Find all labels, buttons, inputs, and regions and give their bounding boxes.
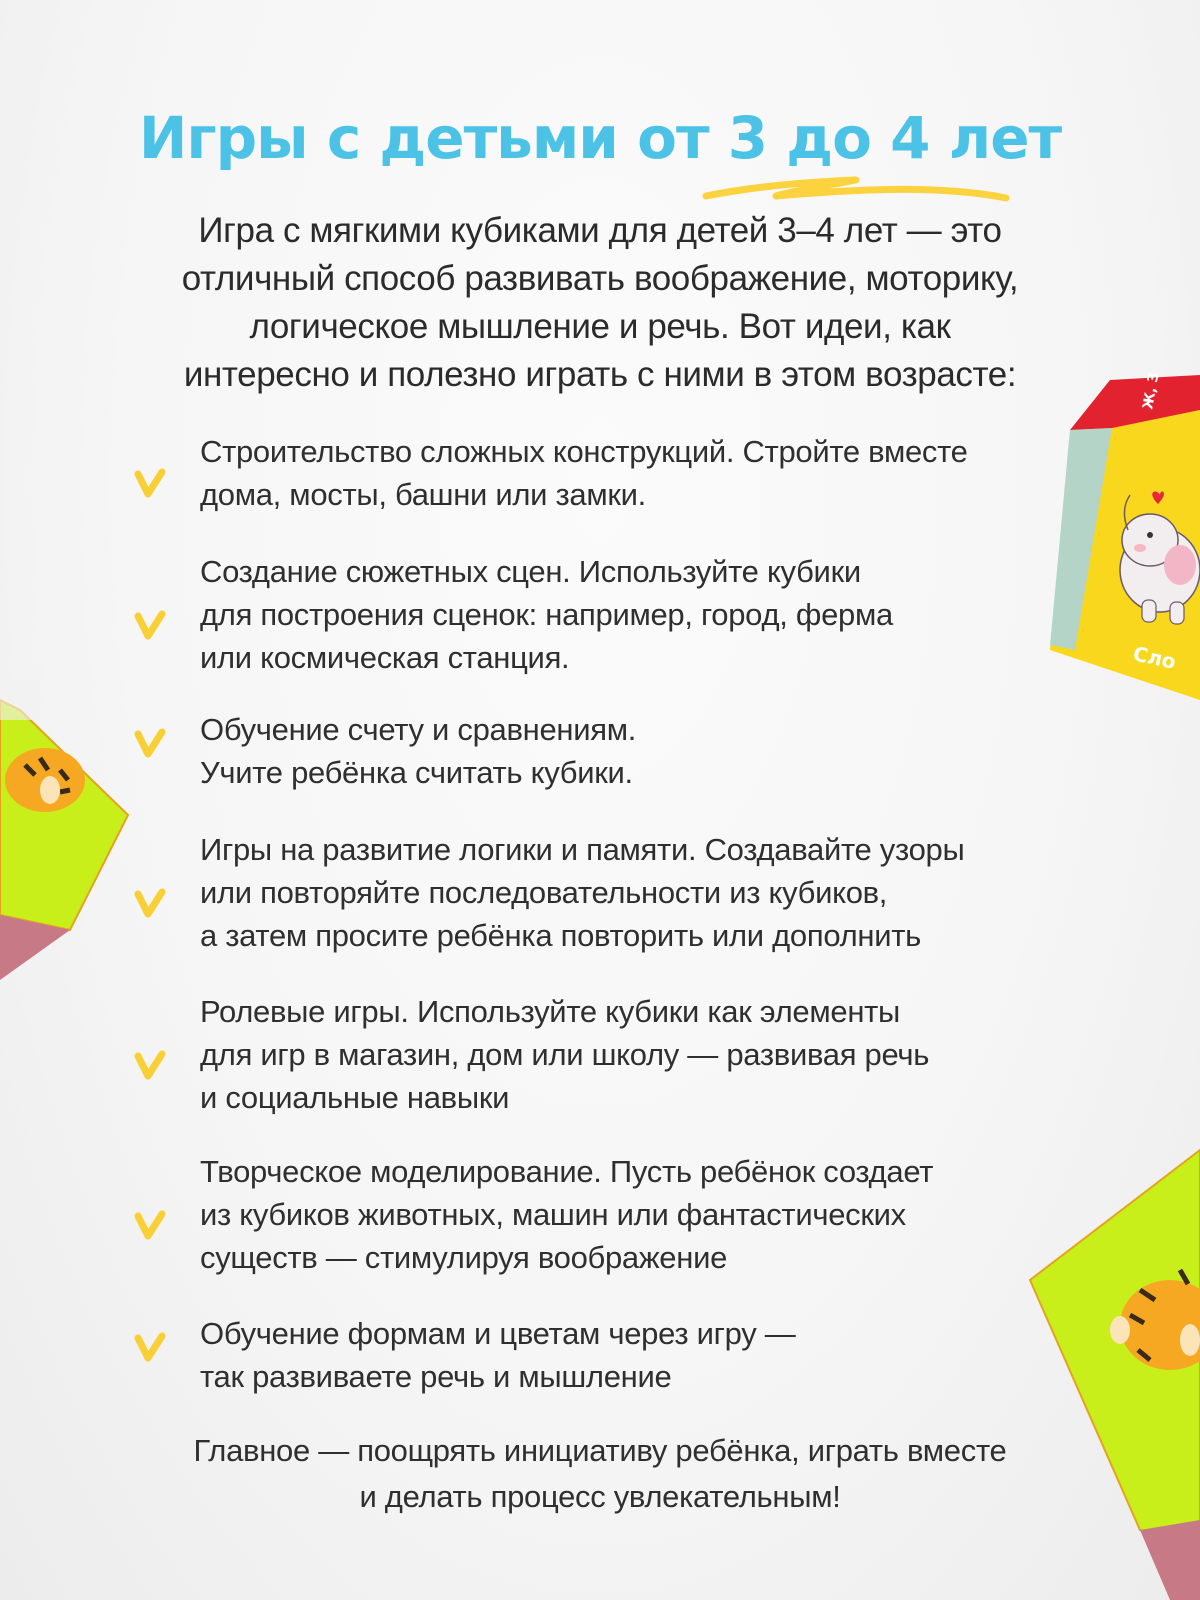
check-icon	[132, 1204, 168, 1244]
list-item-line: так развиваете речь и мышление	[200, 1359, 672, 1394]
list-item-line: или повторяйте последовательности из кубиков,	[200, 875, 888, 910]
list-item-line: Учите ребёнка считать кубики.	[200, 755, 633, 790]
title-underline-swoosh	[696, 172, 1012, 202]
list-item-line: и социальные навыки	[200, 1080, 510, 1115]
svg-text:Сло: Сло	[1130, 641, 1179, 674]
list-item-line: а затем просите ребёнка повторить или дополнить	[200, 918, 921, 953]
list-item-line: из кубиков животных, машин или фантастических	[200, 1197, 906, 1232]
list-item-line: существ — стимулируя воображение	[200, 1240, 728, 1275]
check-icon	[132, 882, 168, 922]
list-item-line: или космическая станция.	[200, 640, 570, 675]
list-item-line: Игры на развитие логики и памяти. Создавайте узоры	[200, 832, 965, 867]
outro-line: и делать процесс увлекательным!	[359, 1479, 841, 1514]
list-item-line: Строительство сложных конструкций. Стройте вместе	[200, 434, 968, 469]
intro-line: интересно и полезно играть с ними в этом возрасте:	[183, 355, 1017, 394]
check-icon	[132, 1326, 168, 1366]
intro-paragraph	[60, 207, 1140, 399]
list-item-line: для построения сценок: например, город, ферма	[200, 597, 893, 632]
svg-text:Ж, З: Ж, З	[1140, 371, 1163, 411]
intro-line: Игра с мягкими кубиками для детей 3–4 лет — это	[198, 211, 1002, 250]
tiger-cube-left-image	[0, 680, 140, 990]
list-item-line: Обучение счету и сравнениям.	[200, 712, 637, 747]
check-icon	[132, 1044, 168, 1084]
check-icon	[132, 604, 168, 644]
list-item-line: для игр в магазин, дом или школу — развивая речь	[200, 1037, 930, 1072]
elephant-cube-image	[1040, 370, 1200, 700]
intro-line: логическое мышление и речь. Вот идеи, как	[249, 307, 951, 346]
tiger-cube-right-image	[1020, 1140, 1200, 1600]
list-item-line: Создание сюжетных сцен. Используйте кубики	[200, 554, 861, 589]
closing-paragraph	[100, 1428, 1100, 1520]
check-icon	[132, 722, 168, 762]
check-icon	[132, 462, 168, 502]
page-title: Игры с детьми от 3 до 4 лет	[138, 104, 1062, 172]
intro-line: отличный способ развивать воображение, моторику,	[181, 259, 1019, 298]
list-item-line: Обучение формам и цветам через игру —	[200, 1316, 796, 1351]
list-item-line: Ролевые игры. Используйте кубики как элементы	[200, 994, 901, 1029]
outro-line: Главное — поощрять инициативу ребёнка, играть вместе	[193, 1433, 1007, 1468]
list-item-line: Творческое моделирование. Пусть ребёнок создает	[200, 1154, 934, 1189]
list-item-line: дома, мосты, башни или замки.	[200, 477, 646, 512]
